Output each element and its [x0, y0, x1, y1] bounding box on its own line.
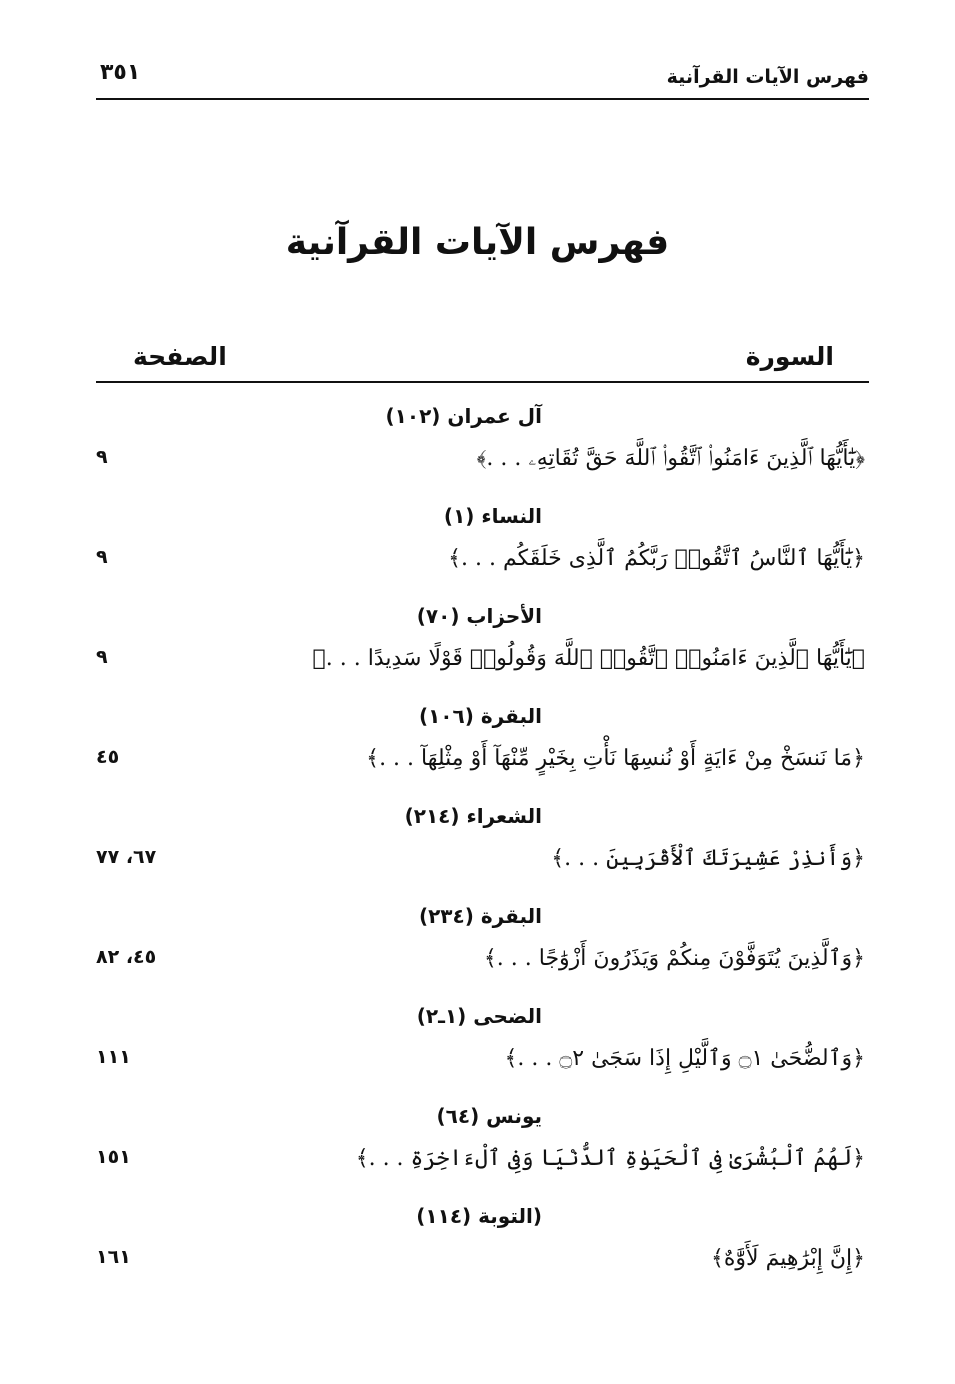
page-number: ٣٥١	[100, 60, 141, 85]
surah-reference: الضحى (١ـ٢)	[416, 1004, 542, 1028]
surah-reference: الأحزاب (٧٠)	[416, 604, 542, 628]
index-entry	[0, 404, 955, 504]
page-reference: ٩	[96, 646, 108, 668]
verse-text: ﴿يَٰٓأَيُّهَا ٱلَّذِينَ ءَامَنُوا۟ ٱتَّقُوا۟ ٱللَّهَ وَقُولُوا۟ قَوْلًا سَدِيدًا . . .﴾	[312, 646, 865, 671]
index-entry	[0, 1104, 955, 1204]
column-header-surah: السورة	[745, 342, 834, 371]
surah-reference: النساء (١)	[443, 504, 542, 528]
page-reference: ٤٥، ٨٢	[96, 946, 157, 968]
verse-text: ﴿وَأَنذِرْ عَشِيرَتَكَ ٱلْأَقْرَبِينَ . . .﴾	[551, 846, 865, 871]
header-rule	[96, 98, 869, 100]
surah-reference: الشعراء (٢١٤)	[404, 804, 542, 828]
verse-text: ﴿وَٱلضُّحَىٰ ۝١ وَٱلَّيْلِ إِذَا سَجَىٰ ۝٢ . . .﴾	[504, 1046, 865, 1071]
index-entry	[0, 504, 955, 604]
page-reference: ١١١	[96, 1046, 131, 1068]
surah-reference: البقرة (١٠٦)	[418, 704, 542, 728]
column-header-rule	[96, 381, 869, 383]
surah-reference: (التوبة (١١٤)	[416, 1204, 542, 1228]
verse-text: ﴿لَهُمُ ٱلْبُشْرَىٰ فِى ٱلْحَيَوٰةِ ٱلدُّنْيَا وَفِى ٱلْءَاخِرَةِ . . .﴾	[355, 1146, 865, 1171]
verse-text: ﴿وَٱلَّذِينَ يُتَوَفَّوْنَ مِنكُمْ وَيَذَرُونَ أَزْوَٰجًا . . .﴾	[483, 946, 865, 971]
index-entry	[0, 704, 955, 804]
index-entry	[0, 804, 955, 904]
verse-text: ﴿إِنَّ إِبْرَٰهِيمَ لَأَوَّٰهٌ﴾	[711, 1246, 865, 1271]
page-reference: ١٦١	[96, 1246, 131, 1268]
running-header	[96, 58, 869, 92]
page-reference: ٤٥	[96, 746, 120, 768]
index-entry	[0, 1004, 955, 1104]
index-entry	[0, 1204, 955, 1304]
surah-reference: آل عمران (١٠٢)	[385, 404, 542, 428]
page-reference: ١٥١	[96, 1146, 131, 1168]
index-entry	[0, 604, 955, 704]
surah-reference: البقرة (٢٣٤)	[418, 904, 542, 928]
page-reference: ٦٧، ٧٧	[96, 846, 157, 868]
page-reference: ٩	[96, 546, 108, 568]
page-title: فهرس الآيات القرآنية	[285, 222, 670, 263]
page-reference: ٩	[96, 446, 108, 468]
running-title: فهرس الآيات القرآنية	[666, 66, 869, 88]
verse-text: ﴿مَا نَنسَخْ مِنْ ءَايَةٍ أَوْ نُنسِهَا نَأْتِ بِخَيْرٍ مِّنْهَآ أَوْ مِثْلِهَآ . . .﴾	[366, 746, 865, 771]
verse-text: ﴿يَٰٓأَيُّهَا ٱلنَّاسُ ٱتَّقُوا۟ رَبَّكُمُ ٱلَّذِى خَلَقَكُم . . .﴾	[448, 546, 865, 571]
surah-reference: يونس (٦٤)	[436, 1104, 542, 1128]
index-entry	[0, 904, 955, 1004]
column-header-page: الصفحة	[133, 342, 227, 371]
verse-text: ﴿يَٰٓأَيُّهَا ٱلَّذِينَ ءَامَنُوا۟ ٱتَّقُوا۟ ٱللَّهَ حَقَّ تُقَاتِهِۦ . . .﴾	[476, 446, 865, 471]
